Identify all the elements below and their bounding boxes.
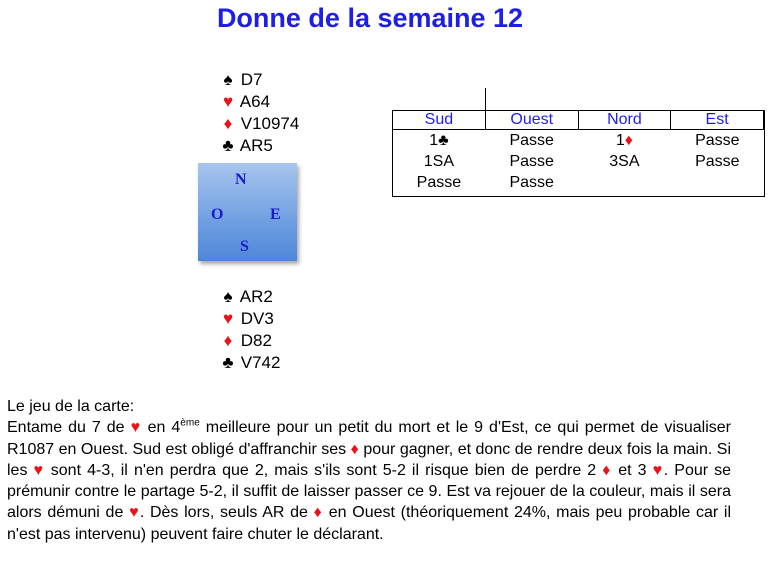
bid-cell: Passe: [509, 132, 554, 149]
bidding-row: [393, 130, 764, 152]
south-diamonds: [220, 330, 280, 352]
north-hand: [220, 69, 299, 157]
compass-south: S: [240, 238, 249, 255]
bid-cell: Passe: [695, 132, 740, 149]
diamond-icon: ♦: [624, 132, 633, 149]
heart-icon: ♥: [130, 419, 142, 437]
commentary: [7, 396, 731, 545]
diamond-icon: ♦: [223, 114, 233, 133]
south-diamonds-cards: D82: [240, 331, 272, 350]
bid-cell: 1♣: [429, 132, 449, 149]
north-diamonds: [220, 113, 299, 135]
bid-cell: Passe: [695, 153, 740, 170]
spade-icon: ♠: [223, 287, 233, 306]
south-hearts-cards: DV3: [240, 309, 274, 328]
text-segment: en Ouest (théoriquement 24%, mais peu probable car il n'est pas intervenu) peuvent faire chuter le déclarant.: [7, 504, 732, 543]
south-clubs: [220, 352, 280, 374]
bidding-table: [392, 110, 764, 193]
header-sud: Sud: [393, 111, 486, 130]
north-hearts-cards: A64: [239, 92, 271, 111]
bid-cell: [671, 172, 764, 193]
diamond-icon: ♦: [223, 331, 233, 350]
south-spades: [220, 286, 280, 308]
bidding-row: [393, 172, 764, 193]
south-hand: [220, 286, 280, 374]
compass-box: [198, 163, 297, 261]
compass-north: N: [235, 171, 247, 188]
heart-icon: ♥: [33, 461, 45, 479]
bid-cell: [578, 172, 671, 193]
north-clubs-cards: AR5: [239, 136, 273, 155]
text-segment: et 3: [618, 461, 647, 479]
commentary-body: [7, 417, 731, 545]
south-clubs-cards: V742: [240, 353, 281, 372]
south-spades-cards: AR2: [239, 287, 273, 306]
bid-cell: 1SA: [423, 153, 455, 170]
text-segment: sont 4-3, il n'en perdra que 2, mais s'ils sont 5-2 il risque bien de perdre 2: [50, 461, 597, 479]
club-icon: ♣: [438, 132, 449, 149]
club-icon: ♣: [222, 136, 234, 155]
north-spades: [220, 69, 299, 91]
diamond-icon: ♦: [350, 440, 359, 458]
header-est: Est: [671, 111, 764, 130]
text-segment: en 4: [147, 419, 181, 437]
text-segment: . Pour se prémunir contre le partage 5-2, il suffit de laisser passer ce 9. Est va rejouer de la couleur, mais il sera alors démuni de: [7, 461, 732, 522]
heart-icon: ♥: [129, 504, 140, 522]
north-hearts: [220, 91, 299, 113]
heart-icon: ♥: [222, 309, 234, 328]
bid-cell: 1♦: [615, 132, 633, 149]
spade-icon: ♠: [223, 70, 233, 89]
header-nord: Nord: [578, 111, 671, 130]
bid-cell: Passe: [509, 174, 554, 191]
text-segment: Entame du 7 de: [7, 419, 125, 437]
diamond-icon: ♦: [313, 504, 324, 522]
diamond-icon: ♦: [602, 461, 613, 479]
compass-west: O: [211, 206, 224, 223]
bid-cell: Passe: [416, 174, 462, 191]
club-icon: ♣: [222, 353, 234, 372]
page-title: Donne de la semaine 12: [216, 3, 524, 33]
bidding-header-row: [393, 111, 764, 130]
header-ouest: Ouest: [485, 111, 578, 130]
commentary-heading: Le jeu de la carte:: [7, 398, 135, 415]
bid-cell: 3SA: [609, 153, 640, 170]
compass-east: E: [270, 206, 281, 223]
heart-icon: ♥: [652, 461, 664, 479]
north-diamonds-cards: V10974: [240, 114, 300, 133]
bidding-row: [393, 151, 764, 172]
south-hearts: [220, 308, 280, 330]
bid-cell: Passe: [509, 153, 554, 170]
north-spades-cards: D7: [240, 70, 263, 89]
heart-icon: ♥: [222, 92, 234, 111]
text-segment: meilleure pour un petit du mort et le 9 d'Est, ce qui permet de visualiser R1087 en Ouest. Sud est obligé d'affranchir ses: [7, 419, 732, 458]
north-clubs: [220, 135, 299, 157]
text-segment: pour gagner, et donc de rendre deux fois la main. Si les: [7, 440, 732, 479]
text-segment: . Dès lors, seuls AR de: [139, 504, 308, 522]
superscript: ème: [180, 417, 200, 429]
bidding-divider: [485, 88, 486, 110]
